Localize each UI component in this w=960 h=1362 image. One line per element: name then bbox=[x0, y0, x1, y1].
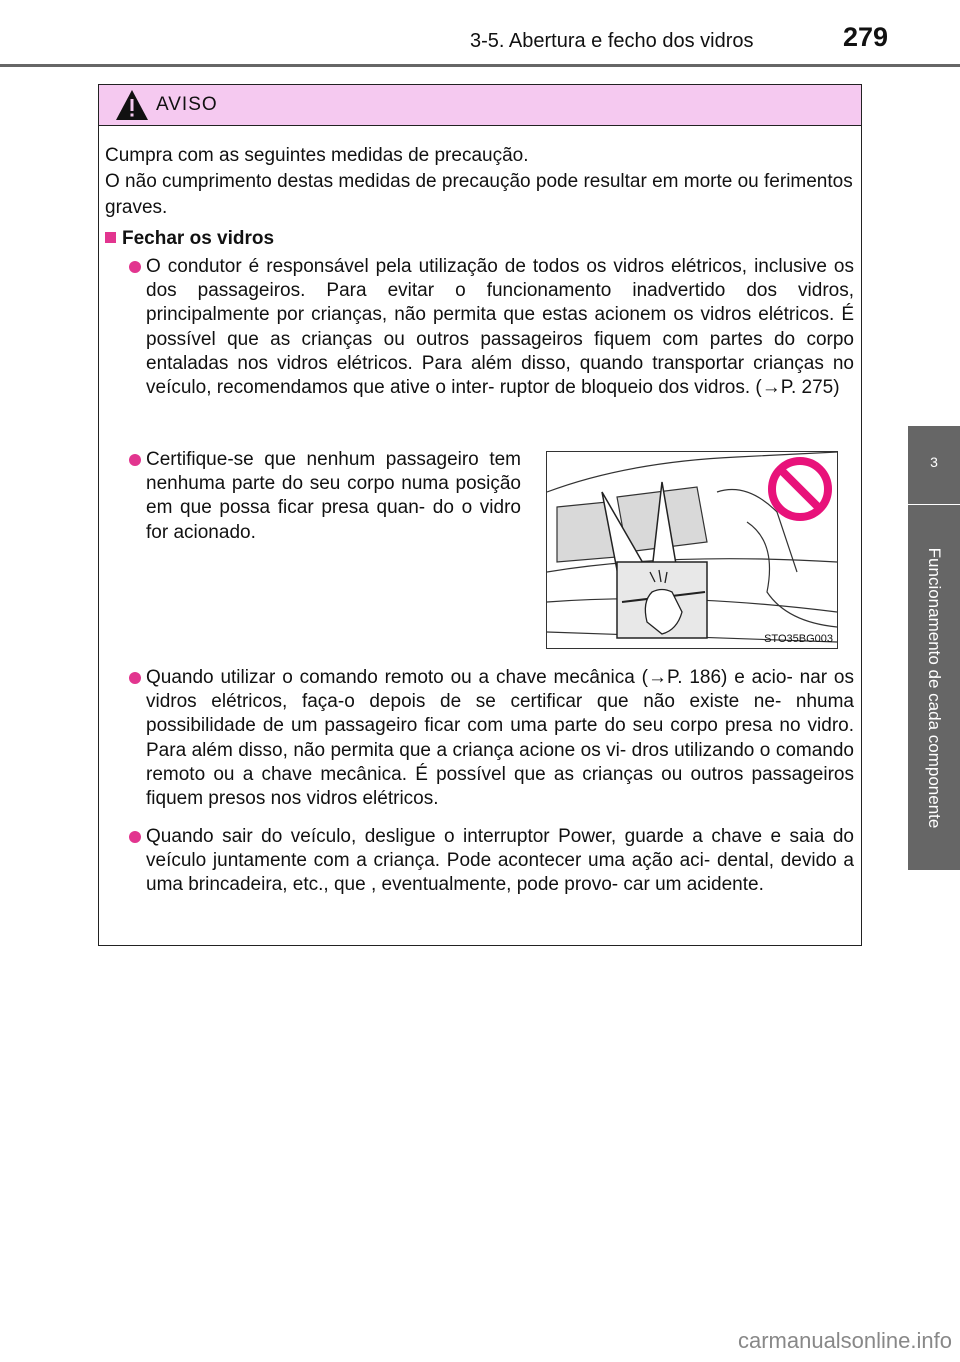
subhead-text: Fechar os vidros bbox=[122, 228, 275, 249]
square-bullet-icon bbox=[105, 232, 116, 243]
header-divider bbox=[0, 64, 960, 67]
warning-subhead bbox=[105, 226, 274, 252]
warning-title: AVISO bbox=[156, 94, 218, 115]
bullet-icon bbox=[129, 831, 141, 843]
section-title: 3-5. Abertura e fecho dos vidros bbox=[470, 30, 754, 52]
bullet-icon bbox=[129, 454, 141, 466]
list-item-text: O condutor é responsável pela utilização de todos os vidros elétricos, inclusive os dos passageiros. Para evitar o funcionamento inadvertido dos vidros, principalmente por crianças, não permita que estas acionem os vidros elétricos. É possível que as crianças ou outros passageiros fiquem com partes do corpo entaladas nos vidros elétricos. Para além disso, quando transportar crianças no veículo, recomendamos que ative o inter- ruptor de bloqueio dos vidros. (→P. 275) bbox=[146, 256, 854, 399]
list-item bbox=[146, 255, 854, 400]
illustration-code: STO35BG003 bbox=[764, 633, 833, 645]
car-interior-drawing bbox=[547, 452, 837, 648]
bullet-icon bbox=[129, 672, 141, 684]
list-item-text: Certifique-se que nenhum passageiro tem nenhuma parte do seu corpo numa posição em que possa ficar presa quan- do o vidro for acionado. bbox=[146, 449, 521, 543]
chapter-tab-number: 3 bbox=[908, 426, 960, 504]
list-item bbox=[146, 825, 854, 898]
window-pinch-illustration bbox=[546, 451, 838, 649]
warning-box bbox=[98, 84, 862, 946]
list-item-text: Quando sair do veículo, desligue o interruptor Power, guarde a chave e saia do veículo juntamente com a criança. Pode acontecer uma ação aci- dental, devido a uma brincadeira, etc., que , eventualmente, pode provo- car um acidente. bbox=[146, 826, 854, 896]
watermark: carmanualsonline.info bbox=[737, 1328, 952, 1353]
bullet-icon bbox=[129, 261, 141, 273]
warning-triangle-icon bbox=[114, 88, 150, 122]
intro-line: O não cumprimento destas medidas de precaução pode resultar em morte ou ferimentos graves. bbox=[105, 171, 853, 218]
chapter-tab-title bbox=[908, 505, 960, 870]
warning-header bbox=[99, 85, 861, 126]
list-item bbox=[146, 448, 521, 545]
page-number: 279 bbox=[843, 22, 889, 52]
chapter-tab-title-text: Funcionamento de cada componente bbox=[925, 547, 944, 828]
list-item bbox=[146, 666, 854, 811]
intro-line: Cumpra com as seguintes medidas de precaução. bbox=[105, 145, 529, 166]
list-item-text: Quando utilizar o comando remoto ou a chave mecânica (→P. 186) e acio- nar os vidros elétricos, faça-o depois de se certificar que não existe ne- nhuma possibilidade de um passageiro ficar com uma parte do seu corpo presa no vidro. Para além disso, não permita que a criança acione os vi- dros utilizando o comando remoto ou a chave mecânica. É possível que as crianças ou outros passageiros fiquem presos nos vidros elétricos. bbox=[146, 667, 854, 810]
warning-intro bbox=[105, 143, 857, 221]
